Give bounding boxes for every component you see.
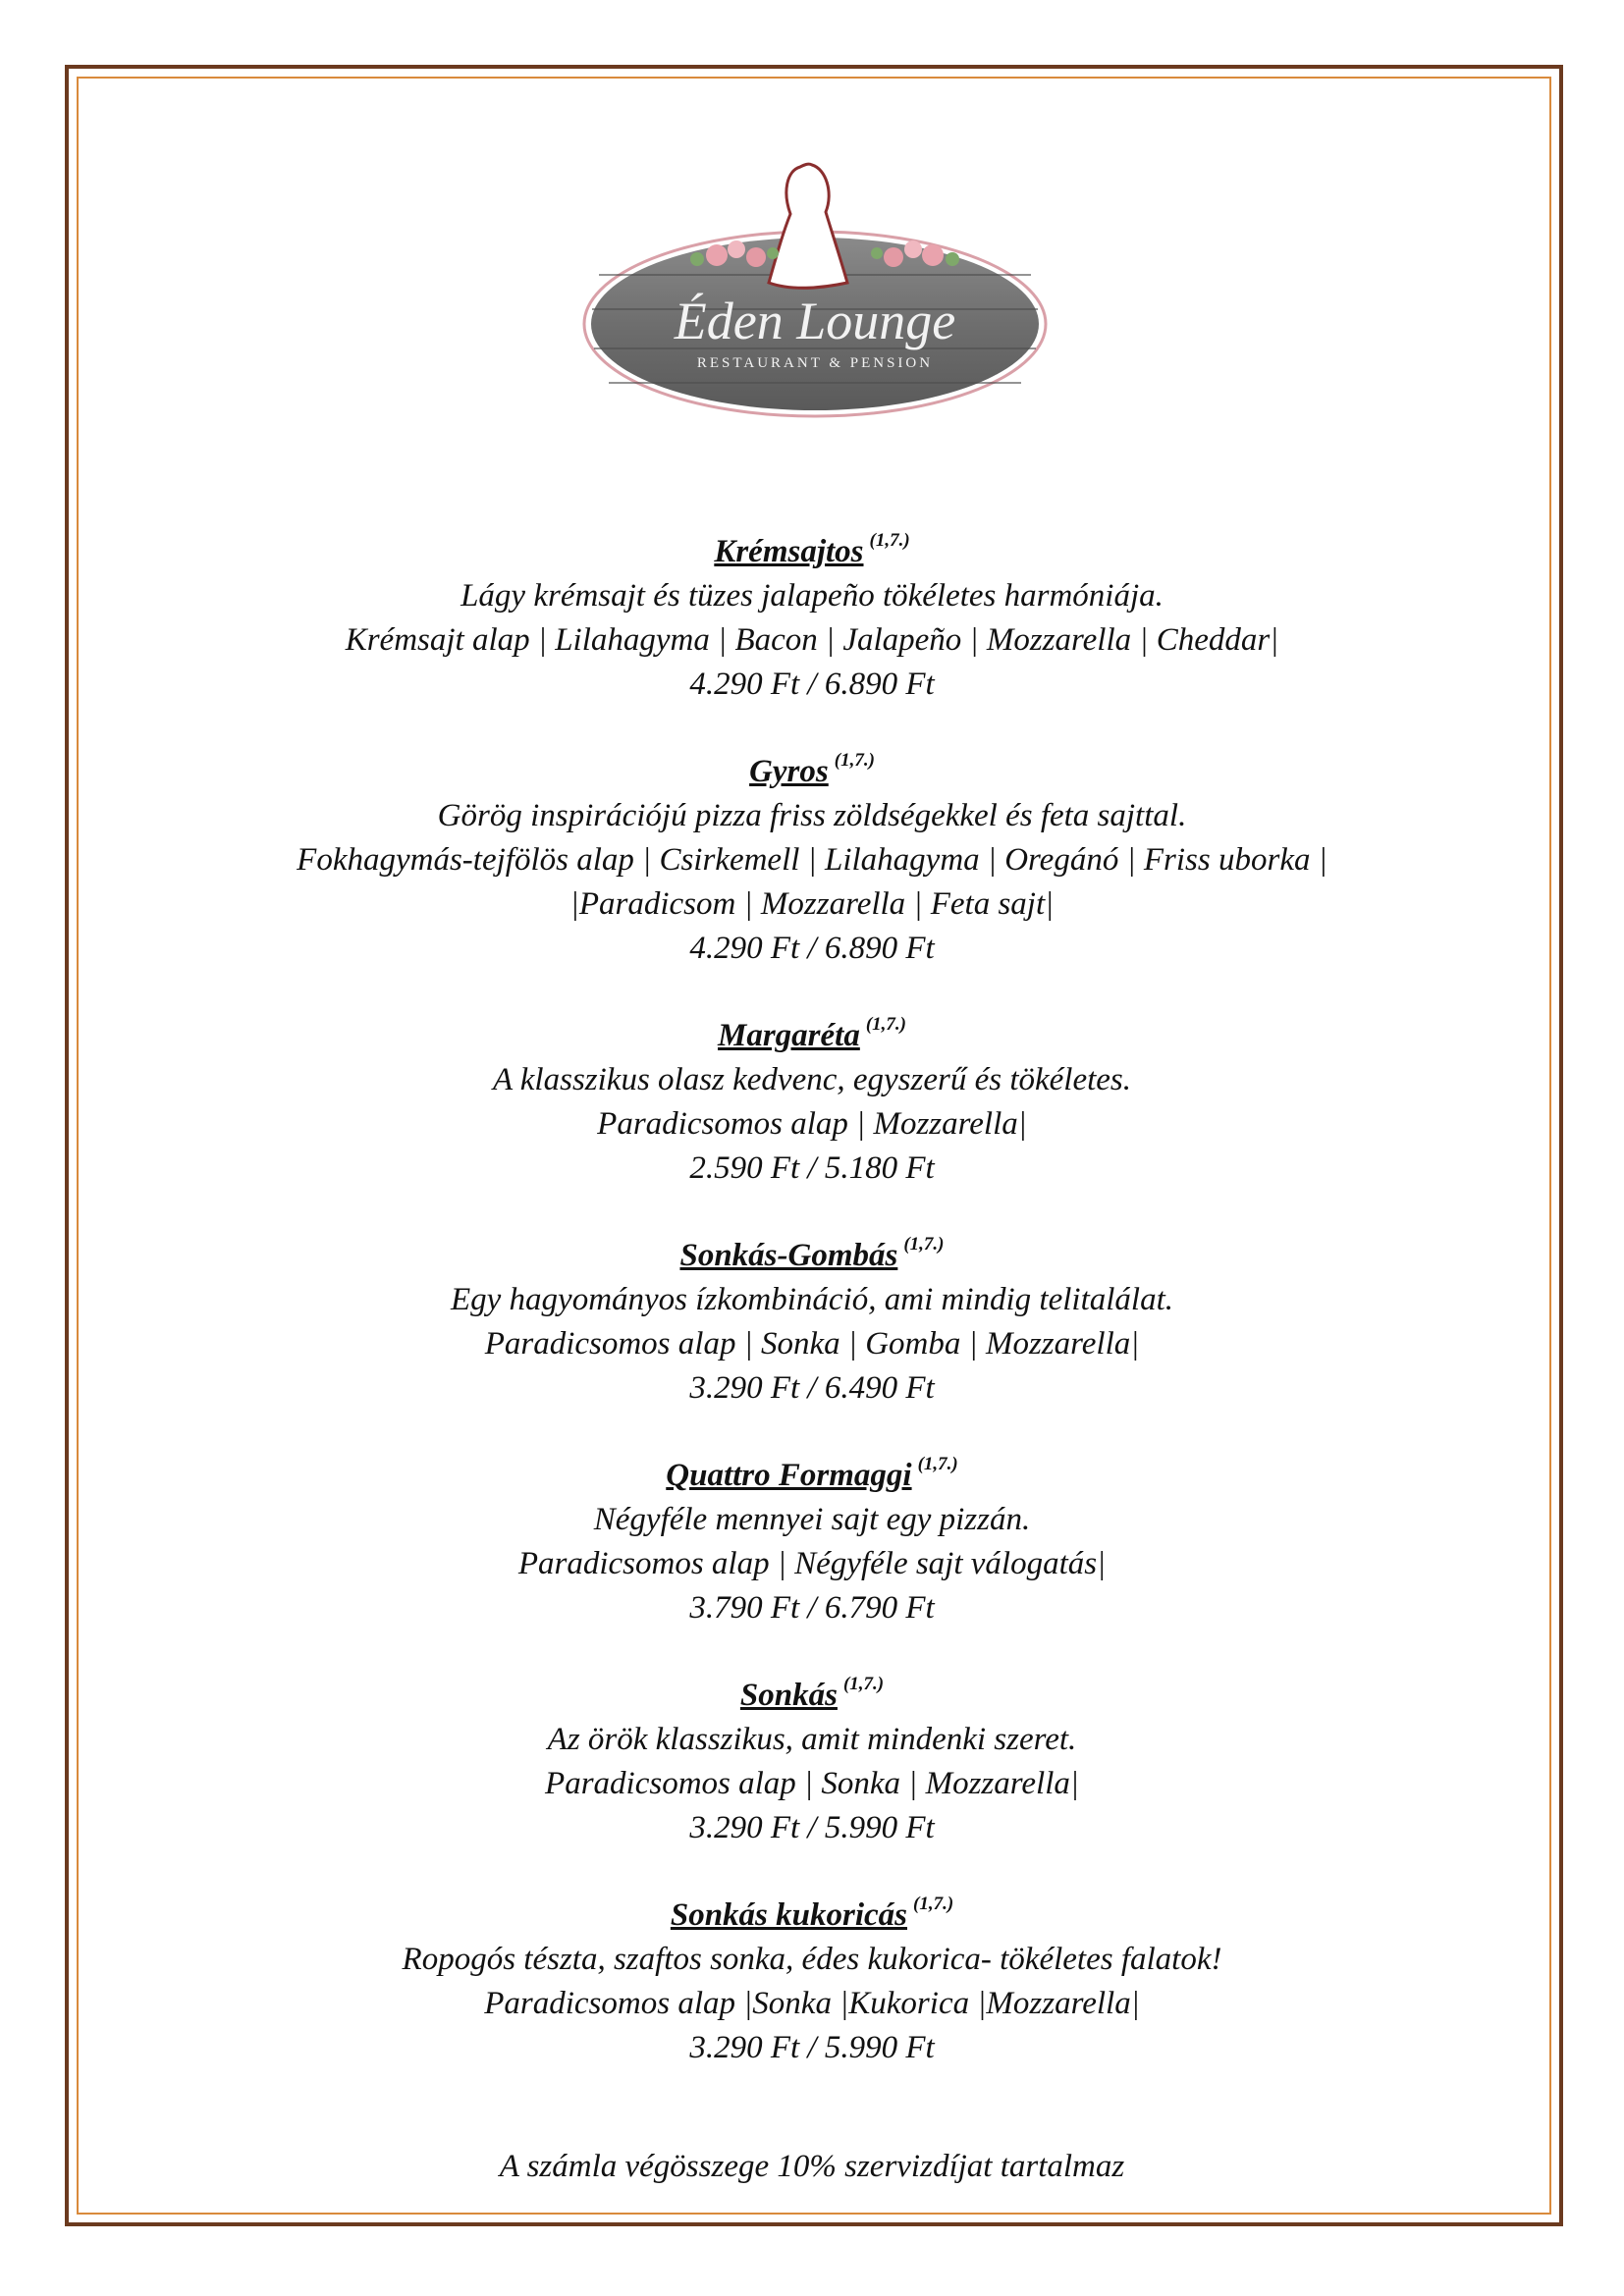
menu-item-price: 2.590 Ft / 5.180 Ft — [689, 1150, 935, 1186]
menu-item — [118, 1674, 1506, 1850]
menu-item-description: Négyféle mennyei sajt egy pizzán. — [593, 1502, 1031, 1537]
menu-item — [118, 1454, 1506, 1630]
menu-item — [118, 1894, 1506, 2070]
menu-item-title: Sonkás-Gombás $^{(1,7.)}$ — [679, 1234, 945, 1273]
menu-item-description: Ropogós tészta, szaftos sonka, édes kukorica- tökéletes falatok! — [402, 1942, 1222, 1977]
menu-item-price: 4.290 Ft / 6.890 Ft — [689, 931, 935, 966]
logo-brand-text: Éden Lounge — [674, 292, 956, 350]
menu-item-title: Gyros $^{(1,7.)}$ — [749, 750, 875, 789]
menu-item-title: Quattro Formaggi $^{(1,7.)}$ — [666, 1454, 958, 1493]
menu-item-title: Margaréta $^{(1,7.)}$ — [718, 1014, 906, 1053]
menu-item-description: Egy hagyományos ízkombináció, ami mindig telitalálat. — [451, 1282, 1173, 1317]
bride-groom-silhouette-icon — [769, 164, 847, 288]
menu-item-description: Az örök klasszikus, amit mindenki szeret. — [547, 1722, 1077, 1757]
menu-item-name: Krémsajtos — [714, 534, 864, 569]
menu-item-price: 3.290 Ft / 5.990 Ft — [689, 2030, 935, 2065]
menu-item — [118, 1234, 1506, 1411]
menu-item-price: 3.290 Ft / 6.490 Ft — [689, 1370, 935, 1406]
menu-item-ingredients: Paradicsomos alap | Négyféle sajt válogatás| — [517, 1546, 1107, 1581]
menu-item-ingredients: Paradicsomos alap | Mozzarella| — [597, 1106, 1027, 1142]
menu-item-ingredients: Paradicsomos alap | Sonka | Mozzarella| — [545, 1766, 1079, 1801]
menu-item-name: Sonkás-Gombás — [679, 1238, 898, 1273]
menu-item-price: 3.790 Ft / 6.790 Ft — [689, 1590, 935, 1626]
menu-item-ingredients: Krémsajt alap | Lilahagyma | Bacon | Jalapeño | Mozzarella | Cheddar| — [345, 622, 1279, 658]
menu-item — [118, 530, 1506, 707]
logo-graphic — [555, 98, 1075, 461]
menu-item-ingredients: |Paradicsom | Mozzarella | Feta sajt| — [569, 886, 1055, 922]
menu-item — [118, 750, 1506, 971]
menu-item-name: Sonkás — [739, 1678, 838, 1713]
menu-item-title: Krémsajtos $^{(1,7.)}$ — [714, 530, 910, 569]
menu-item-description: Lágy krémsajt és tüzes jalapeño tökéletes harmóniája. — [460, 578, 1164, 614]
menu-item-title: Sonkás $^{(1,7.)}$ — [739, 1674, 885, 1713]
menu-item-price: 4.290 Ft / 6.890 Ft — [689, 667, 935, 702]
menu-item-ingredients: Paradicsomos alap | Sonka | Gomba | Mozzarella| — [484, 1326, 1140, 1362]
menu-item-description: A klasszikus olasz kedvenc, egyszerű és tökéletes. — [492, 1062, 1132, 1097]
menu-item-ingredients: Fokhagymás-tejfölös alap | Csirkemell | Lilahagyma | Oregánó | Friss uborka | — [297, 842, 1327, 878]
service-charge-note: A számla végösszege 10% szervizdíjat tartalmaz — [499, 2149, 1125, 2184]
menu-item-description: Görög inspirációjú pizza friss zöldségekkel és feta sajttal. — [437, 798, 1187, 833]
logo-tagline-text: RESTAURANT & PENSION — [696, 355, 934, 371]
menu-item — [118, 1014, 1506, 1191]
menu-item-ingredients: Paradicsomos alap |Sonka |Kukorica |Mozzarella| — [484, 1986, 1140, 2021]
menu-item-price: 3.290 Ft / 5.990 Ft — [689, 1810, 935, 1845]
menu-item-name: Margaréta — [718, 1018, 860, 1053]
menu-item-title: Sonkás kukoricás $^{(1,7.)}$ — [670, 1894, 954, 1933]
menu-item-name: Quattro Formaggi — [666, 1458, 912, 1493]
pizza-menu-list — [118, 530, 1506, 2113]
menu-item-name: Gyros — [749, 754, 829, 789]
menu-item-name: Sonkás kukoricás — [670, 1897, 907, 1933]
restaurant-logo — [555, 98, 1075, 461]
